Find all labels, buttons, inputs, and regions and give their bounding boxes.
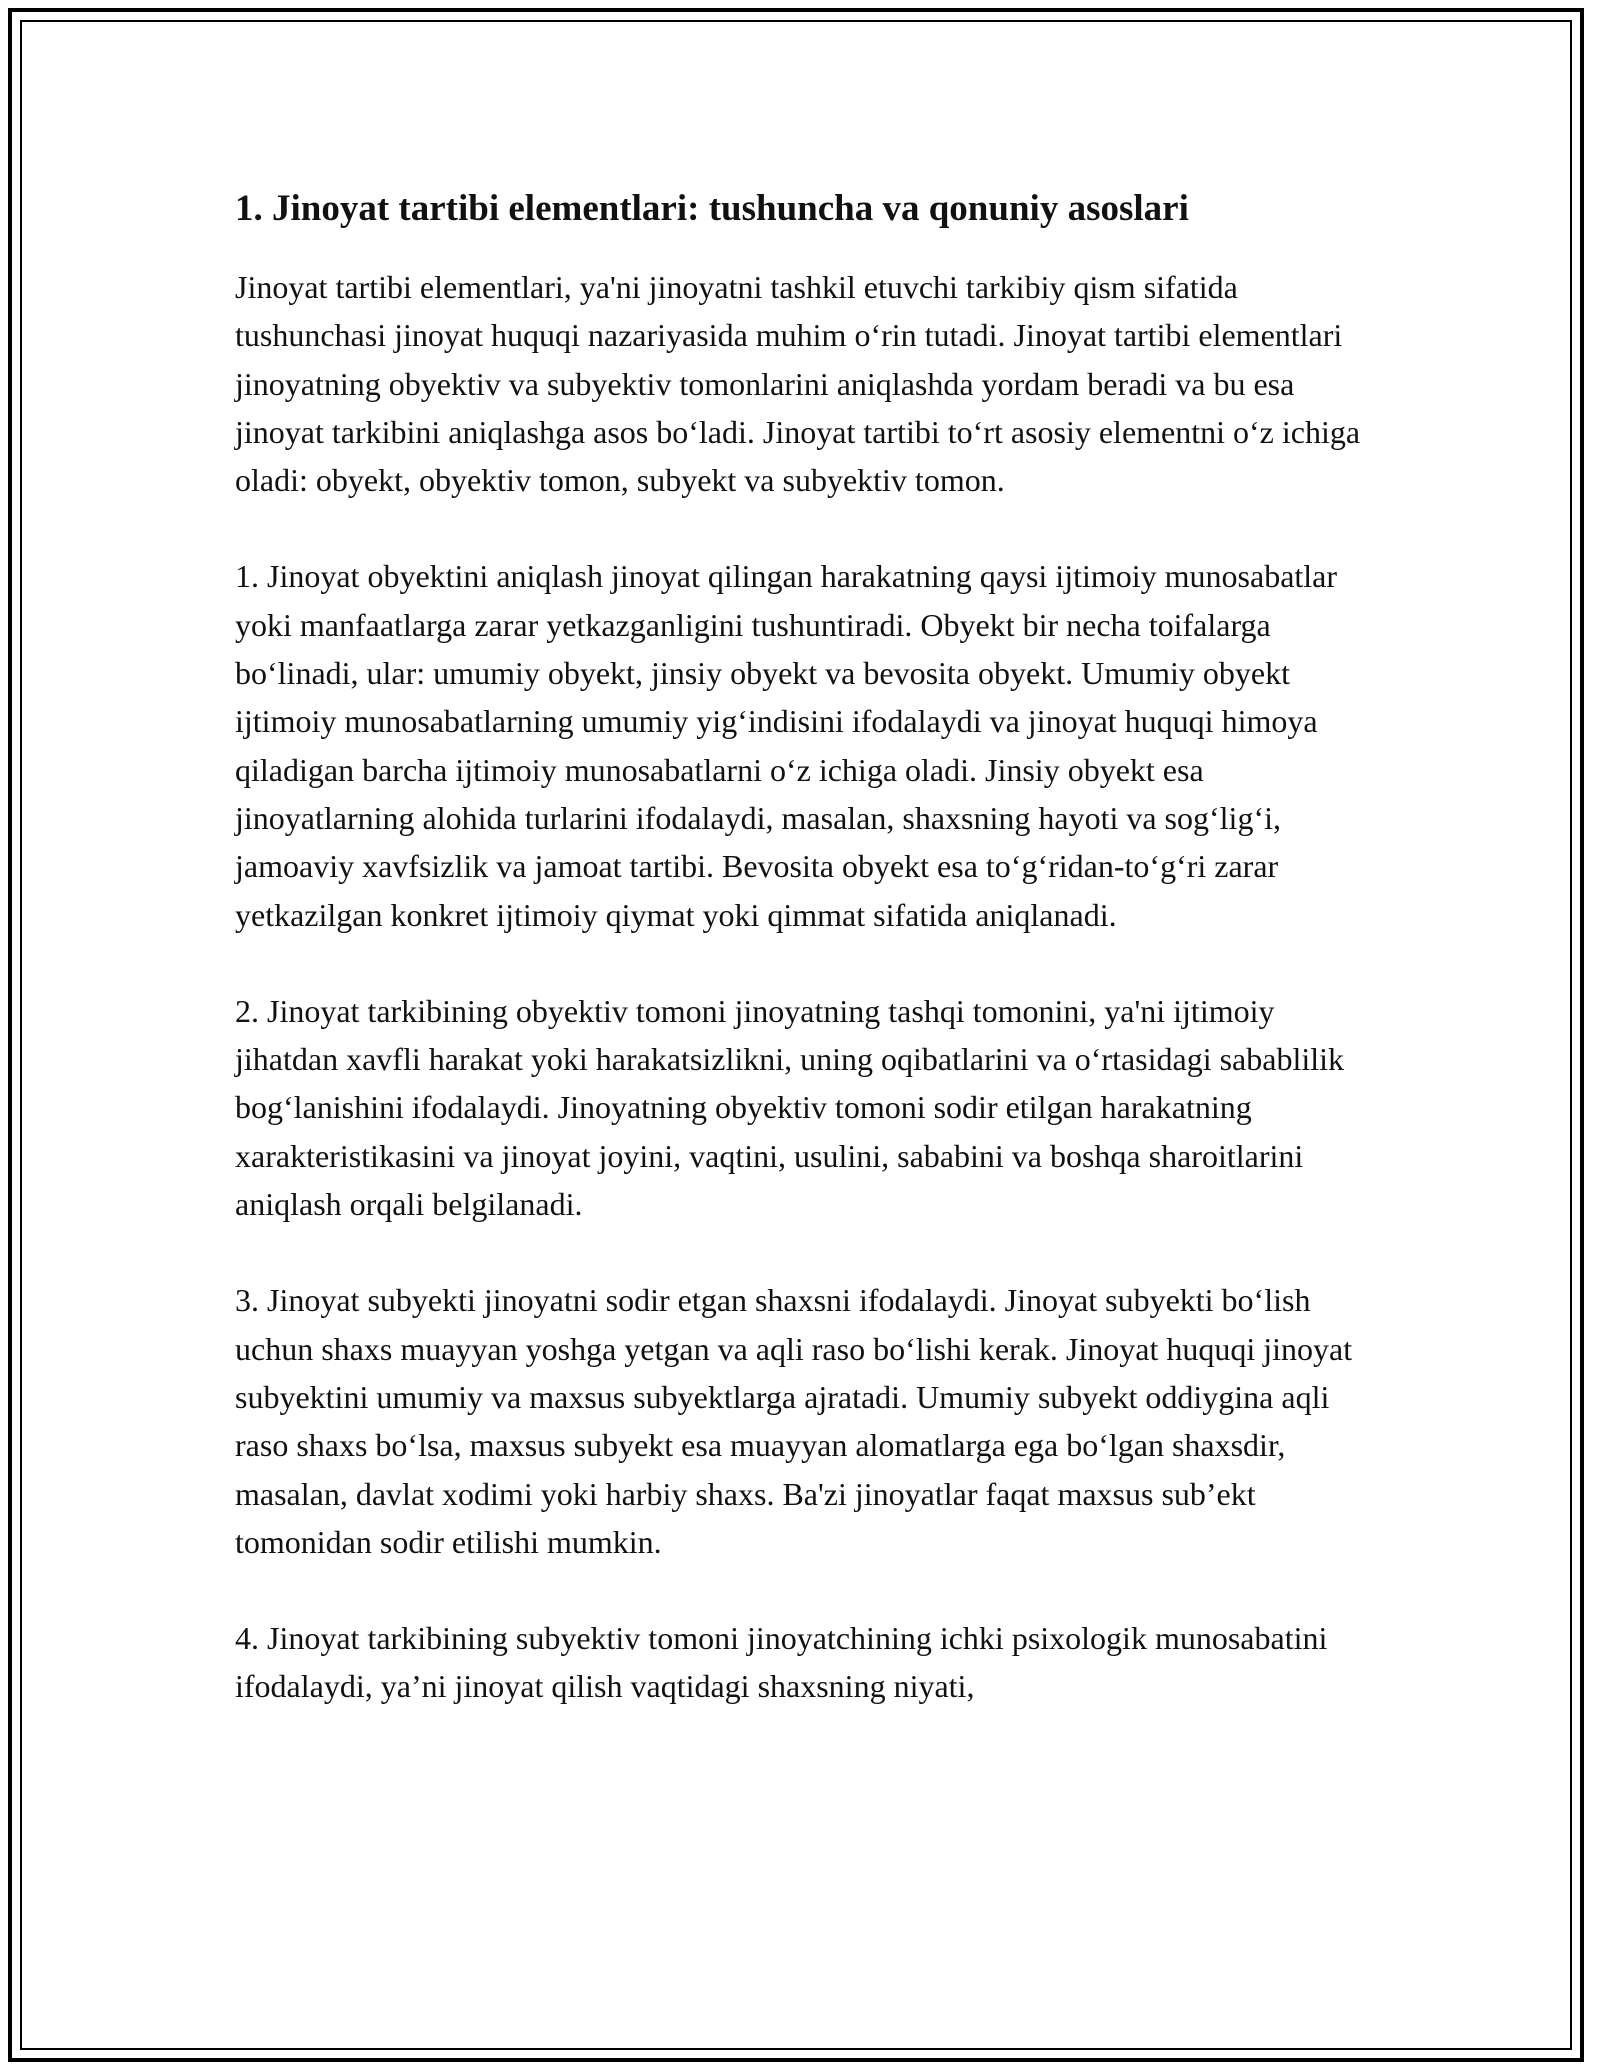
paragraph-subject: 3. Jinoyat subyekti jinoyatni sodir etgan shaxsni ifodalaydi. Jinoyat subyekti bo‘lish uchun shaxs muayyan yoshga yetgan va aqli raso bo‘lishi kerak. Jinoyat huquqi jinoyat subyektini umumiy va maxsus subyektlarga ajratadi. Umumiy subyekt oddiygina aqli raso shaxs bo‘lsa, maxsus subyekt esa muayyan alomatlarga ega bo‘lgan shaxsdir, masalan, davlat xodimi yoki harbiy shaxs. Ba'zi jinoyatlar faqat maxsus sub’ekt tomonidan sodir etilishi mumkin. <box>235 1282 1353 1560</box>
document-body <box>235 185 1365 1759</box>
paragraph-objective-side: 2. Jinoyat tarkibining obyektiv tomoni jinoyatning tashqi tomonini, ya'ni ijtimoiy jihatdan xavfli harakat yoki harakatsizlikni, uning oqibatlarini va o‘rtasidagi sabablilik bog‘lanishini ifodalaydi. Jinoyatning obyektiv tomoni sodir etilgan harakatning xarakteristikasini va jinoyat joyini, vaqtini, usulini, sababini va boshqa sharoitlarini aniqlash orqali belgilanadi. <box>235 992 1345 1223</box>
paragraph-object: 1. Jinoyat obyektini aniqlash jinoyat qilingan harakatning qaysi ijtimoiy munosabatlar yoki manfaatlarga zarar yetkazganligini tushuntiradi. Obyekt bir necha toifalarga bo‘linadi, ular: umumiy obyekt, jinsiy obyekt va bevosita obyekt. Umumiy obyekt ijtimoiy munosabatlarning umumiy yig‘indisini ifodalaydi va jinoyat huquqi himoya qiladigan barcha ijtimoiy munosabatlarni o‘z ichiga oladi. Jinsiy obyekt esa jinoyatlarning alohida turlarini ifodalaydi, masalan, shaxsning hayoti va sog‘lig‘i, jamoaviy xavfsizlik va jamoat tartibi. Bevosita obyekt esa to‘g‘ridan-to‘g‘ri zarar yetkazilgan konkret ijtimoiy qiymat yoki qimmat sifatida aniqlanadi. <box>235 558 1338 933</box>
paragraph-subjective-side: 4. Jinoyat tarkibining subyektiv tomoni jinoyatchining ichki psixologik munosabatini ifodalaydi, ya’ni jinoyat qilish vaqtidagi shaxsning niyati, <box>235 1620 1328 1705</box>
paragraph-intro: Jinoyat tartibi elementlari, ya'ni jinoyatni tashkil etuvchi tarkibiy qism sifatida tushunchasi jinoyat huquqi nazariyasida muhim o‘rin tutadi. Jinoyat tartibi elementlari jinoyatning obyektiv va subyektiv tomonlarini aniqlashda yordam beradi va bu esa jinoyat tarkibini aniqlashga asos bo‘ladi. Jinoyat tartibi to‘rt asosiy elementni o‘z ichiga oladi: obyekt, obyektiv tomon, subyekt va subyektiv tomon. <box>235 269 1361 499</box>
section-heading: 1. Jinoyat tartibi elementlari: tushuncha va qonuniy asoslari <box>235 188 1189 229</box>
